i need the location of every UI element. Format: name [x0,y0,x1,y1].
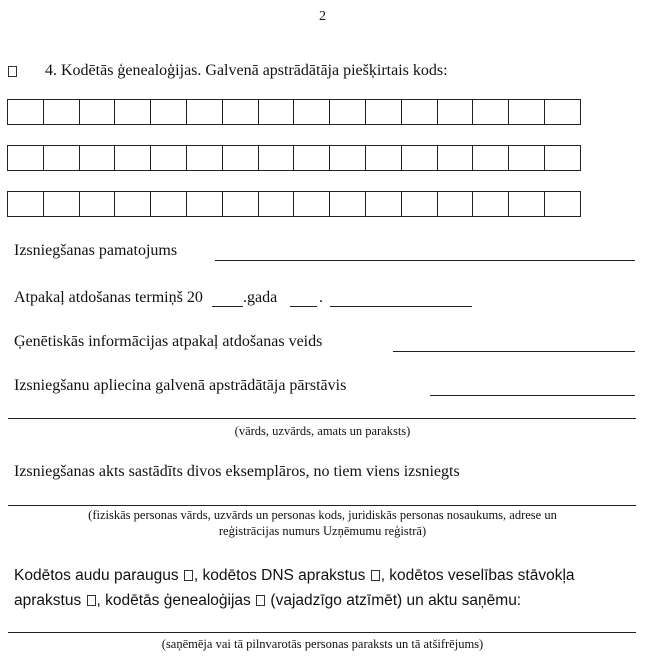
code-cell[interactable] [187,145,223,171]
code-cell[interactable] [151,191,187,217]
code-cell[interactable] [8,191,44,217]
code-row [7,191,581,217]
return-method-field[interactable] [393,351,635,352]
name-caption: (vārds, uzvārds, amats un paraksts) [234,424,411,438]
code-cell[interactable] [545,145,581,171]
code-cell[interactable] [330,145,366,171]
person-caption-line2: reģistrācijas numurs Uzņēmumu reģistrā) [218,524,427,538]
code-cell[interactable] [402,99,438,125]
code-cell[interactable] [8,99,44,125]
section-4-title: 4. Kodētās ģenealoģijas. Galvenā apstrādātāja piešķirtais kods: [45,62,448,79]
code-cell[interactable] [223,191,259,217]
code-cell[interactable] [438,191,474,217]
genealogies-checkbox[interactable] [256,595,265,606]
return-deadline-part3: . [319,289,323,306]
code-cell[interactable] [473,191,509,217]
return-deadline-part2: .gada [243,289,278,306]
received-part2: , kodētos DNS aprakstus [193,567,366,584]
code-cell[interactable] [223,99,259,125]
code-cell[interactable] [151,99,187,125]
deadline-year-field[interactable] [212,306,243,307]
code-cell[interactable] [473,145,509,171]
code-cell[interactable] [366,191,402,217]
code-cell[interactable] [44,191,80,217]
code-cell[interactable] [545,191,581,217]
return-method-label: Ģenētiskās informācijas atpakaļ atdošanas veids [14,333,323,350]
code-cell[interactable] [115,99,151,125]
code-cell[interactable] [438,145,474,171]
received-part3: , kodētos veselības stāvokļa [380,567,575,584]
code-cell[interactable] [402,145,438,171]
deadline-month-field[interactable] [290,306,317,307]
code-cell[interactable] [80,145,116,171]
health-status-checkbox[interactable] [87,595,96,606]
received-part4: aprakstus [14,592,82,609]
code-cell[interactable] [545,99,581,125]
code-cell[interactable] [151,145,187,171]
certified-by-label: Izsniegšanu apliecina galvenā apstrādātāja pārstāvis [14,377,347,394]
code-row [7,99,581,125]
recipient-signature-line[interactable] [8,632,636,633]
code-cell[interactable] [223,145,259,171]
code-cell[interactable] [366,99,402,125]
received-line-1 [14,567,575,585]
code-cell[interactable] [509,145,545,171]
code-cell[interactable] [187,191,223,217]
code-cell[interactable] [294,99,330,125]
page-number: 2 [319,9,326,24]
basis-field[interactable] [215,260,635,261]
code-cell[interactable] [44,99,80,125]
return-deadline-part1: Atpakaļ atdošanas termiņš 20 [14,289,203,306]
representative-signature-line[interactable] [8,418,636,419]
code-cell[interactable] [294,191,330,217]
code-cell[interactable] [187,99,223,125]
code-cell[interactable] [259,99,295,125]
code-cell[interactable] [330,191,366,217]
code-cell[interactable] [366,145,402,171]
recipient-identity-line[interactable] [8,505,636,506]
code-cell[interactable] [438,99,474,125]
code-cell[interactable] [330,99,366,125]
code-cell[interactable] [473,99,509,125]
code-cell[interactable] [80,99,116,125]
code-cell[interactable] [259,191,295,217]
tissue-samples-checkbox[interactable] [184,570,193,581]
recipient-caption: (saņēmēja vai tā pilnvarotās personas paraksts un tā atšifrējums) [161,637,484,651]
certified-by-field[interactable] [430,395,635,396]
code-cell[interactable] [8,145,44,171]
received-part1: Kodētos audu paraugus [14,567,179,584]
received-line-2 [14,592,521,610]
code-cell[interactable] [259,145,295,171]
code-cell[interactable] [115,145,151,171]
deadline-day-field[interactable] [330,306,472,307]
basis-label: Izsniegšanas pamatojums [14,242,178,259]
code-cell[interactable] [44,145,80,171]
received-part5: , kodētās ģenealoģijas [96,592,251,609]
section-4-header [8,62,448,80]
code-cell[interactable] [294,145,330,171]
person-caption-line1: (fiziskās personas vārds, uzvārds un personas kods, juridiskās personas nosaukums, adrese un [88,508,557,522]
code-row [7,145,581,171]
section-4-checkbox[interactable] [8,66,17,77]
code-cell[interactable] [402,191,438,217]
dna-descriptions-checkbox[interactable] [371,570,380,581]
code-cell[interactable] [509,99,545,125]
received-part6: (vajadzīgo atzīmēt) un aktu saņēmu: [270,592,522,609]
code-cell[interactable] [115,191,151,217]
code-cell[interactable] [509,191,545,217]
act-statement: Izsniegšanas akts sastādīts divos eksemplāros, no tiem viens izsniegts [14,463,460,480]
code-cell[interactable] [80,191,116,217]
